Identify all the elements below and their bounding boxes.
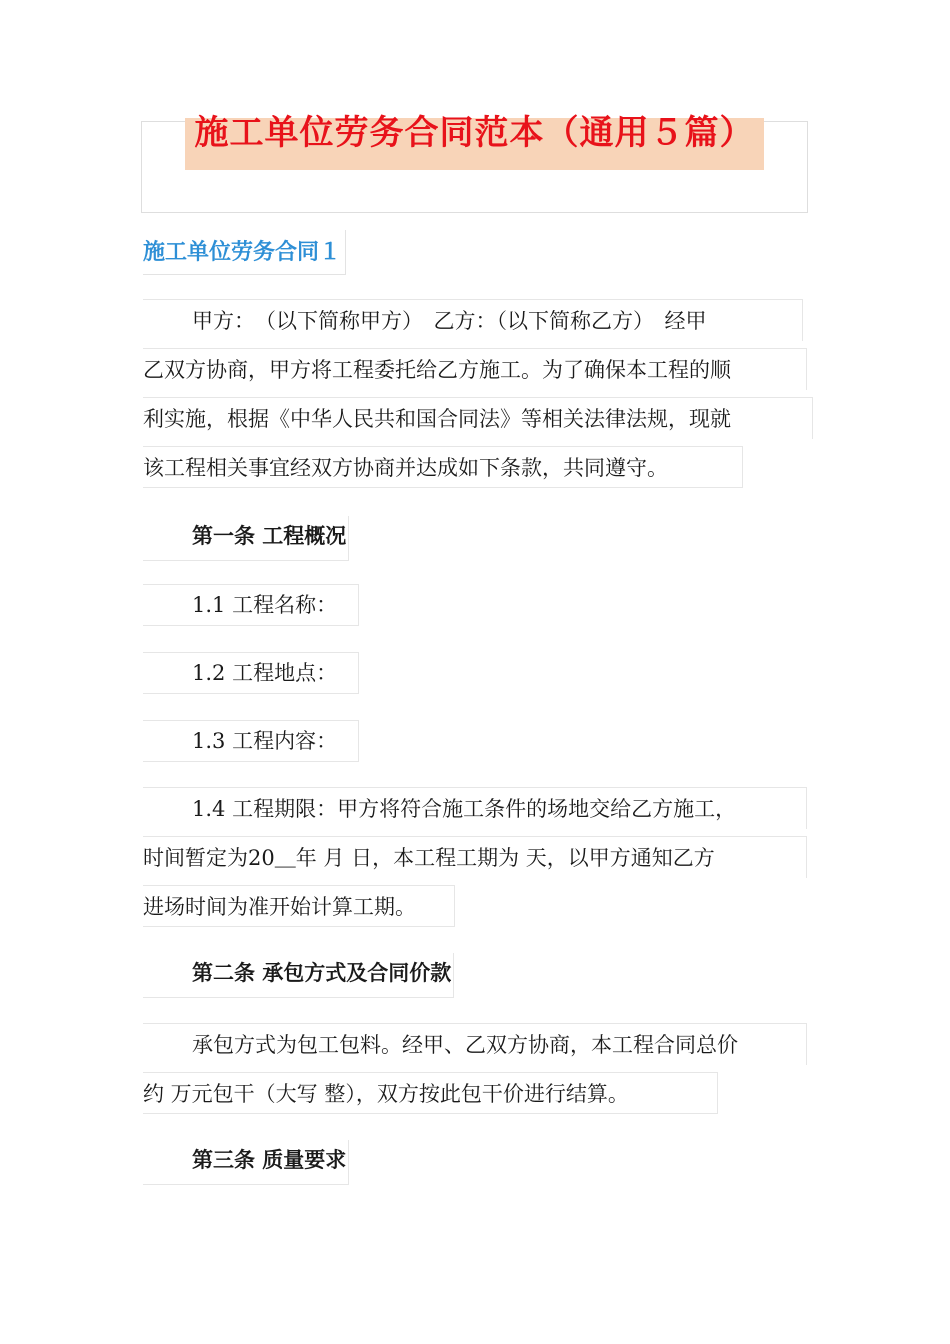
intro-line-4: 该工程相关事宜经双方协商并达成如下条款，共同遵守。 (143, 446, 743, 488)
intro-line-3: 利实施，根据《中华人民共和国合同法》等相关法律法规，现就 (143, 397, 813, 439)
item-1-2: 1.2 工程地点： (143, 652, 359, 694)
article-2-line-2: 约 万元包干（大写 整），双方按此包干价进行结算。 (143, 1072, 718, 1114)
article-3-heading: 第三条 质量要求 (143, 1140, 349, 1185)
item-1-4-line-1: 1.4 工程期限：甲方将符合施工条件的场地交给乙方施工， (143, 787, 807, 829)
item-1-3: 1.3 工程内容： (143, 720, 359, 762)
article-2-heading: 第二条 承包方式及合同价款 (143, 953, 454, 998)
article-2-line-1: 承包方式为包工包料。经甲、乙双方协商，本工程合同总价 (143, 1023, 807, 1065)
item-1-4-line-3: 进场时间为准开始计算工期。 (143, 885, 455, 927)
document-title: 施工单位劳务合同范本（通用５篇） (194, 113, 755, 153)
intro-line-1: 甲方： （以下简称甲方） 乙方：（以下简称乙方） 经甲 (143, 299, 803, 341)
intro-line-2: 乙双方协商，甲方将工程委托给乙方施工。为了确保本工程的顺 (143, 348, 807, 390)
section-heading: 施工单位劳务合同１ (143, 230, 346, 275)
item-1-1: 1.1 工程名称： (143, 584, 359, 626)
item-1-4-line-2: 时间暂定为20＿年 月 日，本工程工期为 天，以甲方通知乙方 (143, 836, 807, 878)
article-1-heading: 第一条 工程概况 (143, 516, 349, 561)
